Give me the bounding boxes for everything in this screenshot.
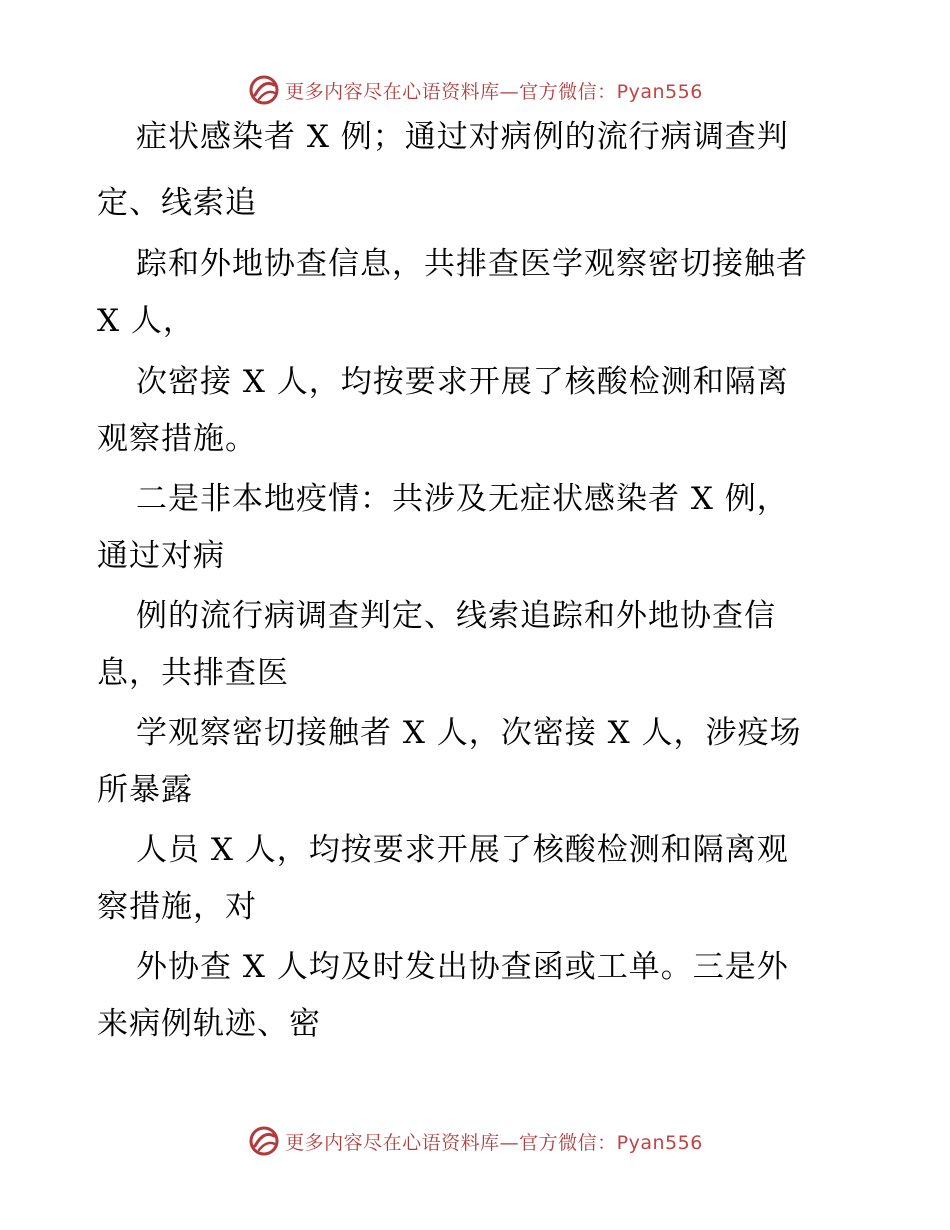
watermark-text: 更多内容尽在心语资料库—官方微信：Pyan556 bbox=[285, 80, 703, 103]
text-line: 所暴露 bbox=[97, 772, 193, 808]
text-line: X 人， bbox=[97, 303, 195, 339]
text-line: 定、线索追 bbox=[97, 185, 257, 221]
text-line: 通过对病 bbox=[97, 538, 225, 574]
watermark-text: 更多内容尽在心语资料库—官方微信：Pyan556 bbox=[285, 1131, 703, 1154]
text-line: 人员 X 人，均按要求开展了核酸检测和隔离观 bbox=[136, 832, 789, 868]
text-line: 踪和外地协查信息，共排查医学观察密切接触者 bbox=[136, 246, 808, 282]
text-line: 例的流行病调查判定、线索追踪和外地协查信 bbox=[136, 598, 776, 634]
swirl-logo-icon bbox=[247, 1124, 281, 1158]
swirl-logo-icon bbox=[247, 73, 281, 107]
footer-watermark bbox=[0, 1121, 950, 1161]
text-line: 次密接 X 人，均按要求开展了核酸检测和隔离 bbox=[136, 364, 789, 400]
header-watermark bbox=[0, 70, 950, 110]
watermark-wechat-id: Pyan556 bbox=[616, 80, 703, 103]
watermark-wechat-id: Pyan556 bbox=[616, 1131, 703, 1154]
text-line: 症状感染者 X 例；通过对病例的流行病调查判 bbox=[136, 119, 789, 155]
text-line: 观察措施。 bbox=[97, 421, 257, 457]
text-line: 来病例轨迹、密 bbox=[97, 1006, 321, 1042]
text-line: 息，共排查医 bbox=[97, 655, 289, 691]
text-line: 学观察密切接触者 X 人，次密接 X 人，涉疫场 bbox=[136, 715, 802, 751]
text-line: 二是非本地疫情：共涉及无症状感染者 X 例， bbox=[136, 481, 789, 517]
text-line: 外协查 X 人均及时发出协查函或工单。三是外 bbox=[136, 949, 789, 985]
text-line: 察措施，对 bbox=[97, 889, 257, 925]
